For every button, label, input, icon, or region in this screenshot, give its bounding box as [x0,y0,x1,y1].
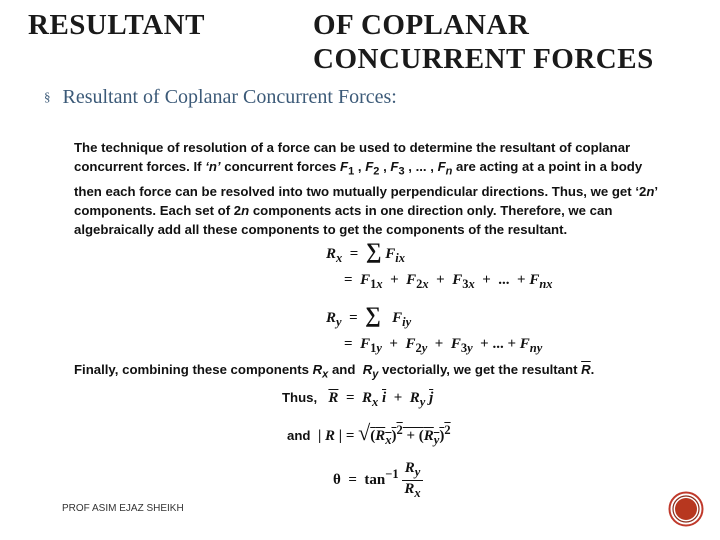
title-part-1: RESULTANT [28,9,205,41]
equation-ry-expand: = $F_{1y} + F_{2y} + F_{3y}$ + ... + $F_{ny}$ [344,336,543,355]
equation-r-vector: Thus, $\overline{R} = R_x$ $\overline{i} + R_y$ $\overline{j}$ [282,390,434,409]
equation-theta: $\theta = \tan^{-1}$ $\frac{R_y}{R_x}$ [333,460,421,500]
title-part-2: OF COPLANAR CONCURRENT FORCES [313,9,654,75]
nav-fill [675,498,697,520]
equation-rx-sum: $R_x$ = ∑ $F_{ix}$ [326,238,406,265]
finally-text: Finally, combining these components $R_x$ and $R_y$ vectorially, we get the resultant $\overline{R}$. [74,362,595,381]
intro-paragraph: The technique of resolution of a force can be used to determine the resultant of coplanar concurrent forces. If ‘n’ concurrent forces $F_1$ , $F_2$ , $F_3$ , ... , $F_n$ are acting at a point in a body then each force can be resolved into two mutually perpendicular directions. Thus, we get ‘2n’ components. Each set of 2n components acts in one direction only. Therefore, we can algebraically add all these components to get the components of the resultant. [74,140,658,238]
bullet-text: Resultant of Coplanar Concurrent Forces: [62,86,397,108]
bullet-marker: § [44,89,51,104]
equation-ry-sum: $R_y$ = ∑ $F_{iy}$ [326,302,412,329]
bullet-heading [44,86,397,109]
equation-r-magnitude: and | R | = $√(R_x)^2 + (R_y)^2$ [287,420,451,447]
footer-author: PROF ASIM EJAZ SHEIKH [62,503,184,514]
equation-rx-expand: = $F_{1x} + F_{2x} + F_{3x}$ + ... + $F_{nx}$ [344,272,553,291]
nav-circle-button[interactable] [668,491,704,527]
